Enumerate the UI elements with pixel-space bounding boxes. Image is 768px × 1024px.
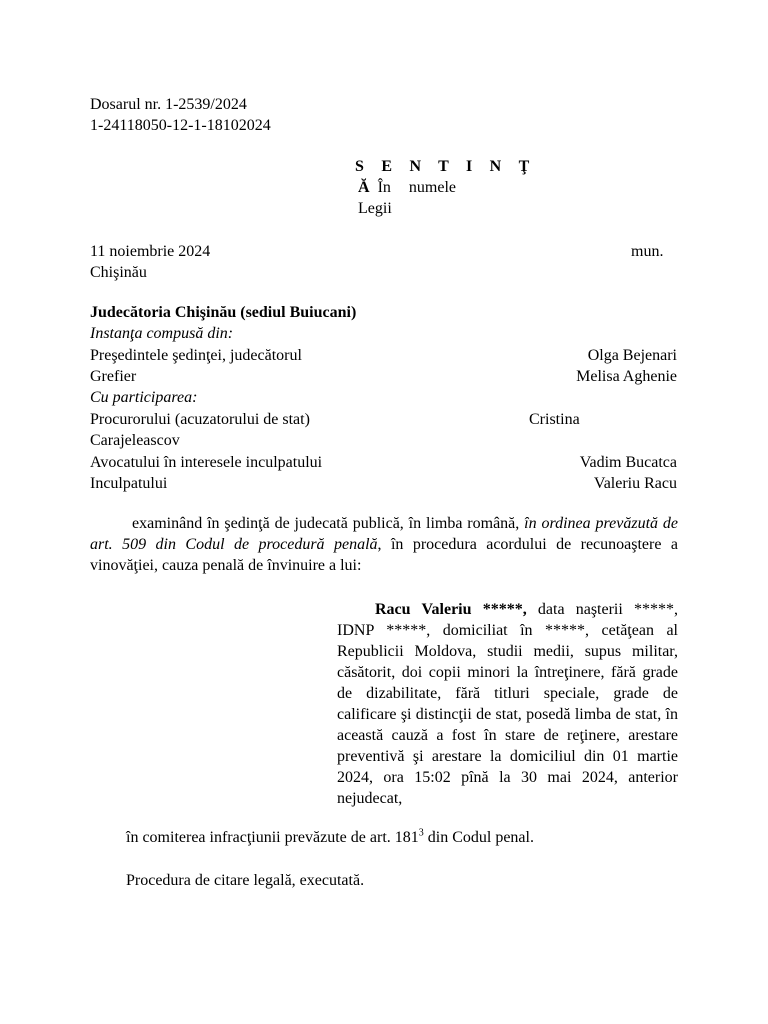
court-composition-label: Instanţa compusă din: xyxy=(90,325,234,342)
participation-label: Cu participarea: xyxy=(90,389,198,406)
charge-text: în comiterea infracţiunii prevăzute de art. 181 xyxy=(126,829,419,846)
charge-code: din Codul penal. xyxy=(423,829,534,846)
role-defendant: Inculpatului xyxy=(90,475,168,492)
case-code: 1-24118050-12-1-18102024 xyxy=(90,117,271,134)
role-clerk: Grefier xyxy=(90,368,137,385)
intro-procedure-reference: în ordinea prevăzută de art. 509 din Codul de procedură penală xyxy=(90,515,679,553)
court-name: Judecătoria Chişinău (sediul Buiucani) xyxy=(90,304,357,321)
place-municipality: mun. xyxy=(631,243,664,260)
intro-paragraph xyxy=(90,513,678,576)
name-clerk: Melisa Aghenie xyxy=(576,368,677,385)
role-prosecutor: Procurorului (acuzatorului de stat) xyxy=(90,411,310,428)
defendant-details: data naşterii *****, IDNP *****, domiciliat în *****, cetăţean al Republicii Moldova, studii medii, supus militar, căsătorit, doi copii minori la întreţinere, fără grade de dizabilitate, fără titluri speciale, grade de calificare şi distincţii de stat, posedă limba de stat, în această cauză a fost în stare de reţinere, arestare preventivă şi arestare la domiciliul din 01 martie 2024, ora 15:02 pînă la 30 mai 2024, anterior nejudecat, xyxy=(337,601,679,807)
title-final-letter: Ă xyxy=(358,179,370,196)
defendant-block xyxy=(337,599,678,809)
role-presiding-judge: Preşedintele şedinţei, judecătorul xyxy=(90,347,302,364)
title-in-the-name: În numele xyxy=(377,179,456,196)
name-prosecutor-last: Carajeleascov xyxy=(90,432,180,449)
defendant-name: Racu Valeriu *****, xyxy=(375,601,527,618)
title-law: Legii xyxy=(358,200,392,217)
name-presiding-judge: Olga Bejenari xyxy=(587,347,677,364)
intro-text-1: examinând în şedinţă de judecată publică, în limba română, xyxy=(132,515,525,532)
document-title: S E N T I N Ţ xyxy=(355,158,537,175)
intro-text-2: , în procedura acordului de recunoaştere a vinovăţiei, cauza penală de învinuire a lui: xyxy=(90,536,678,574)
title-line-2 xyxy=(358,177,456,198)
procedure-line: Procedura de citare legală, executată. xyxy=(126,872,365,889)
role-defense-lawyer: Avocatului în interesele inculpatului xyxy=(90,454,323,471)
article-superscript: 3 xyxy=(418,827,424,839)
place-city: Chişinău xyxy=(90,264,147,281)
name-defense-lawyer: Vadim Bucatca xyxy=(579,454,677,471)
charge-line xyxy=(126,827,534,848)
name-prosecutor-first: Cristina xyxy=(529,411,580,428)
name-defendant: Valeriu Racu xyxy=(593,475,677,492)
judgment-date: 11 noiembrie 2024 xyxy=(90,243,211,260)
case-number: Dosarul nr. 1-2539/2024 xyxy=(90,96,247,113)
